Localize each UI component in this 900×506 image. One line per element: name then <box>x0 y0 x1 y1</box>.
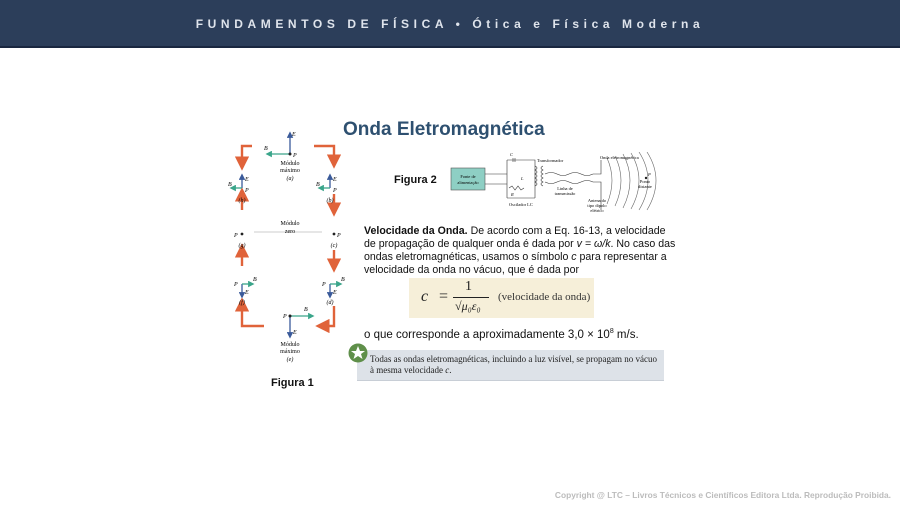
svg-text:máximo: máximo <box>280 349 300 355</box>
wave-speed-equation: c = 1 √μ₀ε₀ (velocidade da onda) <box>409 278 594 318</box>
svg-text:distante: distante <box>638 184 652 189</box>
speed-value-text: o que corresponde a aproximadamente $3,0 \times 10^8$ m/s. <box>364 328 639 341</box>
header-title: FUNDAMENTOS DE FÍSICA • Ótica e Física Moderna <box>195 17 705 31</box>
fraction-bar <box>453 297 489 298</box>
svg-text:P: P <box>234 233 238 239</box>
svg-text:transmissão: transmissão <box>554 191 576 196</box>
svg-text:B: B <box>341 277 345 283</box>
label-c: (c) <box>330 243 338 249</box>
field-a <box>264 132 300 182</box>
label-e: (e) <box>286 357 294 363</box>
svg-text:E: E <box>293 330 297 336</box>
svg-text:Onda eletromagnética: Onda eletromagnética <box>600 155 639 160</box>
label-a: (a) <box>286 176 294 182</box>
key-idea-box <box>357 350 664 381</box>
field-h <box>228 176 249 204</box>
svg-text:alimentação: alimentação <box>457 180 479 185</box>
svg-text:L: L <box>521 176 524 181</box>
svg-text:P: P <box>648 172 651 177</box>
lc-circuit <box>485 158 601 210</box>
svg-text:Antena do: Antena do <box>587 198 607 203</box>
header-bar <box>0 0 900 48</box>
copyright-notice: Copyright @ LTC – Livros Técnicos e Científicos Editora Ltda. Reprodução Proibida. <box>554 490 891 500</box>
field-e <box>280 307 312 363</box>
e-label: E <box>292 132 296 138</box>
slide-title: Onda Eletromagnética <box>343 119 545 140</box>
svg-text:B: B <box>304 307 308 313</box>
figure-1-label: Figura 1 <box>271 377 314 389</box>
field-d <box>321 277 345 306</box>
label-f: (f) <box>239 300 245 306</box>
maximo-label: máximo <box>280 168 300 174</box>
modulo-zero-label: Módulo <box>280 221 300 227</box>
svg-text:C: C <box>510 152 513 157</box>
paragraph-lead: Velocidade da Onda. <box>364 225 468 237</box>
svg-text:E: E <box>245 177 249 183</box>
svg-text:P: P <box>333 188 337 194</box>
label-g: (g) <box>238 243 246 249</box>
svg-text:B: B <box>228 182 232 188</box>
svg-text:P: P <box>337 233 341 239</box>
field-zero <box>233 221 341 249</box>
power-source-box <box>451 168 485 190</box>
svg-text:P: P <box>245 188 249 194</box>
label-h: (h) <box>238 198 246 204</box>
field-f <box>233 277 257 306</box>
svg-text:B: B <box>253 277 257 283</box>
svg-text:P: P <box>283 314 287 320</box>
p-label: P <box>293 153 297 159</box>
svg-text:E: E <box>245 290 249 296</box>
velocity-paragraph: Velocidade da Onda. De acordo com a Eq. 16-13, a velocidade de propagação de qualquer onda é dada por v = ω/k. No caso das ondas eletromagnéticas, usamos o símbolo c para representar a velocidade da onda no vácuo, que é dada por <box>364 225 676 276</box>
figure-2-label: Figura 2 <box>394 174 437 186</box>
zero-label: zero <box>284 229 296 235</box>
svg-text:P: P <box>322 282 326 288</box>
modulo-label: Módulo <box>280 161 300 167</box>
svg-text:P: P <box>234 282 238 288</box>
svg-text:Ponto: Ponto <box>639 179 651 184</box>
svg-text:E: E <box>333 290 337 296</box>
svg-text:Módulo: Módulo <box>280 342 300 348</box>
star-badge-icon <box>348 343 368 363</box>
figure-1-diagram <box>224 126 354 376</box>
b-label: B <box>264 146 268 152</box>
svg-text:tipo dipolo: tipo dipolo <box>587 203 607 208</box>
svg-text:Oscilador LC: Oscilador LC <box>509 202 533 207</box>
figure-2-diagram <box>449 152 663 220</box>
svg-text:Transformador: Transformador <box>537 158 564 163</box>
svg-text:Linha de: Linha de <box>557 186 573 191</box>
svg-text:elétrico: elétrico <box>590 208 604 213</box>
svg-text:B: B <box>316 182 320 188</box>
key-idea-text: Todas as ondas eletromagnéticas, incluindo a luz visível, se propagam no vácuo à mesma velocidade c. <box>370 354 658 375</box>
svg-text:E: E <box>333 177 337 183</box>
svg-text:R: R <box>511 192 514 197</box>
svg-text:Fonte de: Fonte de <box>460 174 476 179</box>
inline-formula: v = ω/k <box>576 238 611 250</box>
label-b: (b) <box>326 198 334 204</box>
label-d: (d) <box>326 300 334 306</box>
